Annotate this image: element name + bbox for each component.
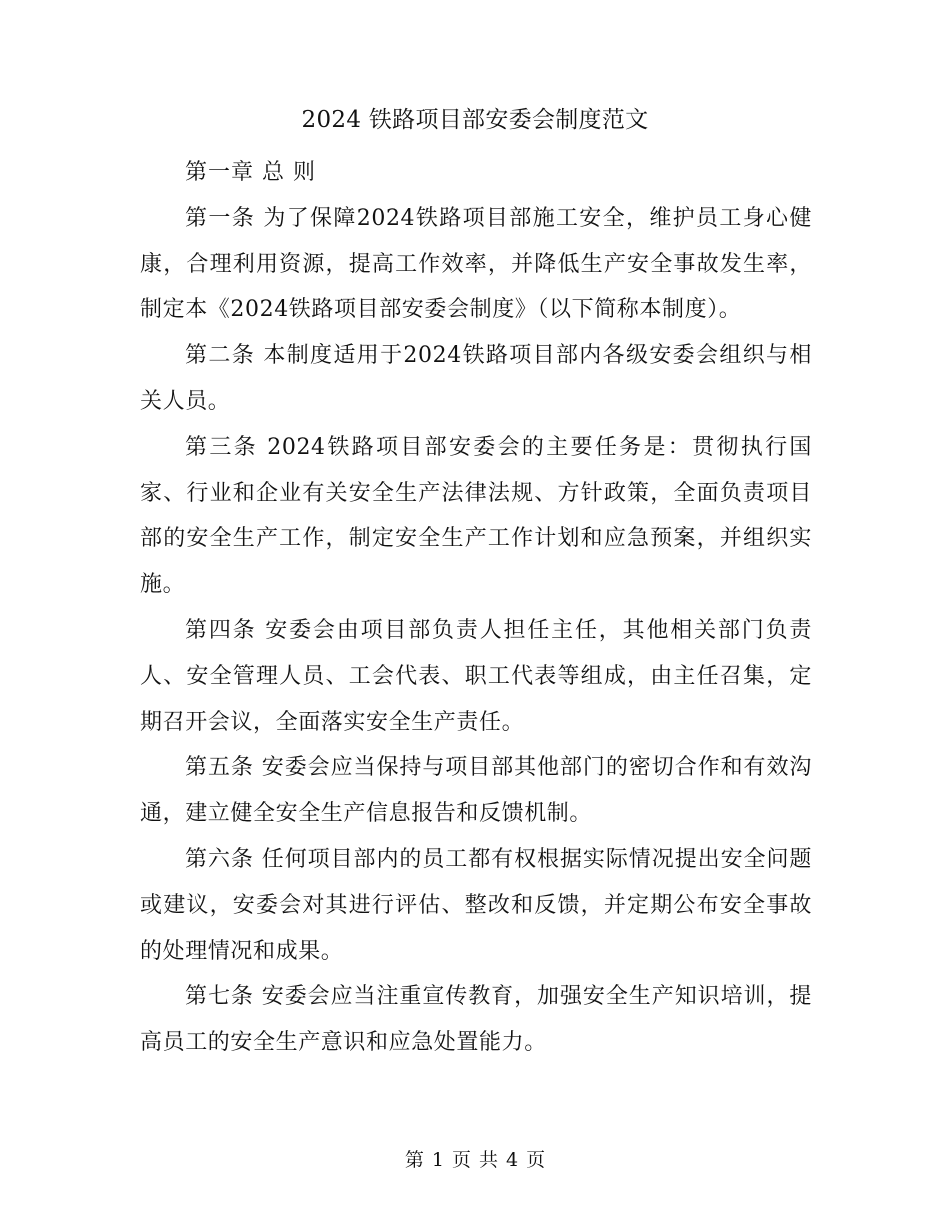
article-2: 第二条 本制度适用于2024铁路项目部内各级安委会组织与相关人员。	[140, 343, 812, 414]
article-6: 第六条 任何项目部内的员工都有权根据实际情况提出安全问题或建议，安委会对其进行评估、整改和反馈，并定期公布安全事故的处理情况和成果。	[140, 846, 812, 964]
article-3: 第三条 2024铁路项目部安委会的主要任务是：贯彻执行国家、行业和企业有关安全生产法律法规、方针政策，全面负责项目部的安全生产工作，制定安全生产工作计划和应急预案，并组织实施。	[140, 434, 812, 598]
chapter-heading: 第一章 总 则	[185, 160, 316, 185]
article-1: 第一条 为了保障2024铁路项目部施工安全，维护员工身心健康，合理利用资源，提高工作效率，并降低生产安全事故发生率，制定本《2024铁路项目部安委会制度》（以下简称本制度）。	[140, 205, 812, 323]
document-body	[140, 150, 812, 1066]
article-7: 第七条 安委会应当注重宣传教育，加强安全生产知识培训，提高员工的安全生产意识和应急处置能力。	[140, 984, 812, 1056]
article-5: 第五条 安委会应当保持与项目部其他部门的密切合作和有效沟通，建立健全安全生产信息报告和反馈机制。	[140, 755, 812, 827]
document-title: 2024 铁路项目部安委会制度范文	[301, 107, 649, 133]
article-4: 第四条 安委会由项目部负责人担任主任，其他相关部门负责人、安全管理人员、工会代表、职工代表等组成，由主任召集，定期召开会议，全面落实安全生产责任。	[140, 617, 812, 735]
page-footer: 第 1 页 共 4 页	[404, 1149, 546, 1171]
